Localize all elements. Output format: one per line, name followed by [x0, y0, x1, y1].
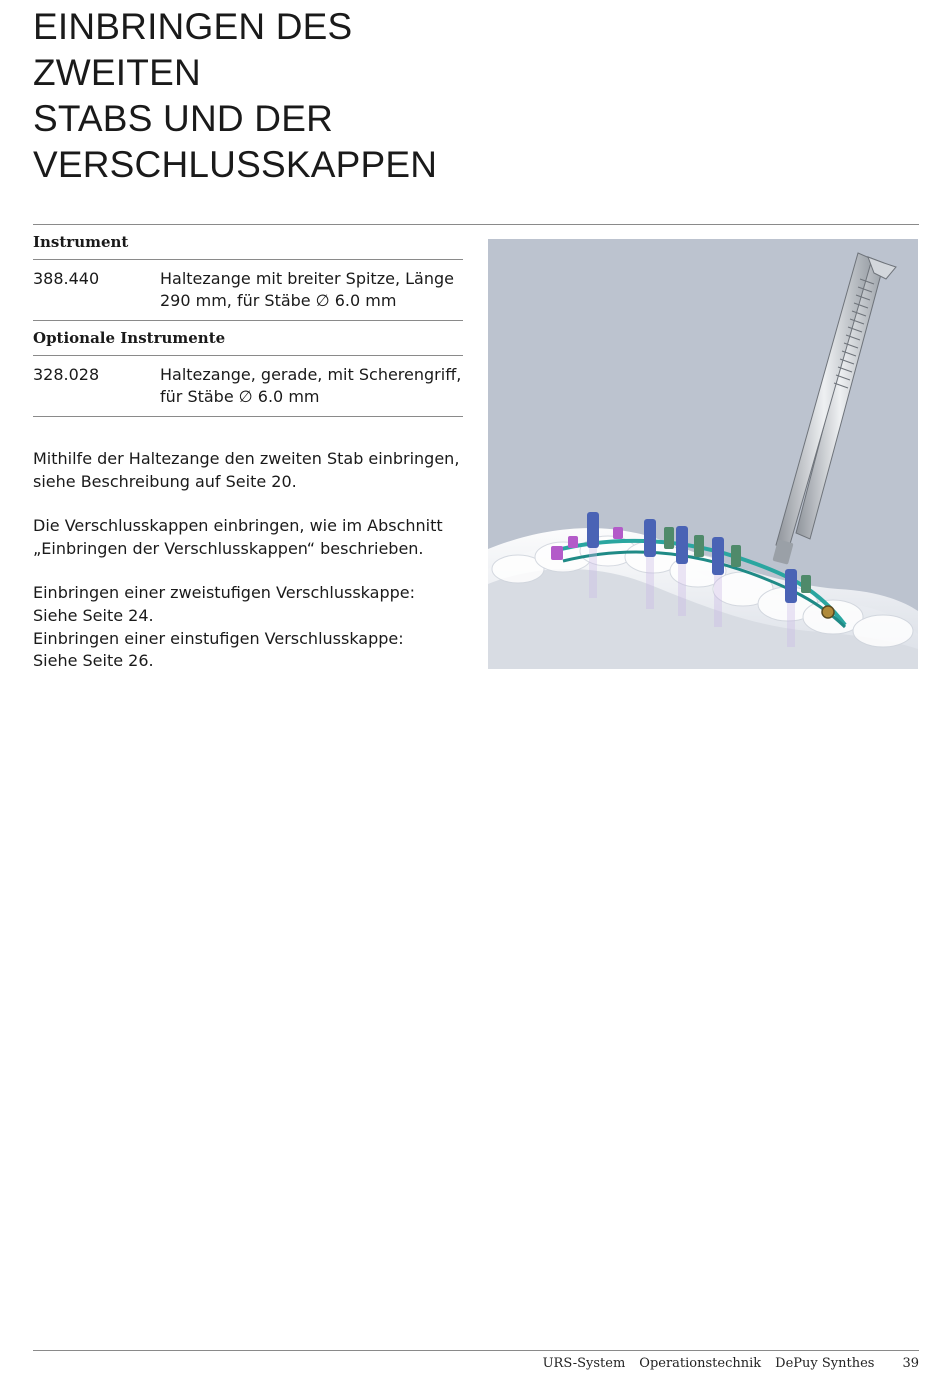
optional-instrument-description-line-1: Haltezange, gerade, mit Scherengriff,	[160, 365, 462, 384]
title-line-3: VERSCHLUSSKAPPEN	[33, 144, 438, 185]
instructions-text	[33, 448, 463, 673]
instrument-table	[33, 225, 463, 417]
optional-instrument-number: 328.028	[33, 365, 100, 384]
reference-two-stage-cap: Einbringen einer zweistufigen Verschlusskappe:	[33, 583, 415, 603]
optional-instruments-heading: Optionale Instrumente	[33, 321, 463, 356]
instrument-description-line-2: 290 mm, für Stäbe ∅ 6.0 mm	[160, 291, 397, 310]
optional-instrument-description-line-2: für Stäbe ∅ 6.0 mm	[160, 387, 320, 406]
paragraph-rod-insertion	[33, 448, 463, 493]
footer-brand: DePuy Synthes	[775, 1356, 875, 1371]
footer-product: URS-System	[542, 1356, 626, 1371]
paragraph-caps-line-1: Die Verschlusskappen einbringen, wie im Abschnitt	[33, 516, 443, 536]
paragraph-rod-line-2: siehe Beschreibung auf Seite 20.	[33, 471, 297, 491]
reference-page-26: Siehe Seite 26.	[33, 651, 154, 671]
page-footer	[543, 1356, 919, 1371]
reference-page-24: Siehe Seite 24.	[33, 605, 154, 625]
paragraph-rod-line-1: Mithilfe der Haltezange den zweiten Stab einbringen,	[33, 449, 460, 468]
instrument-row	[33, 260, 463, 321]
optional-instrument-row	[33, 356, 463, 417]
paragraph-cap-references	[33, 582, 463, 672]
page-number: 39	[902, 1356, 919, 1371]
forceps-icon	[772, 253, 896, 565]
surgical-illustration	[488, 239, 918, 669]
paragraph-caps-line-2: „Einbringen der Verschlusskappen“ beschrieben.	[33, 538, 424, 558]
instrument-description-line-1: Haltezange mit breiter Spitze, Länge	[160, 269, 454, 288]
page-title	[33, 4, 513, 188]
paragraph-caps-insertion	[33, 515, 463, 560]
instrument-heading: Instrument	[33, 225, 463, 260]
title-line-1: EINBRINGEN DES ZWEITEN	[33, 6, 353, 93]
footer-divider	[33, 1350, 919, 1351]
optional-instrument-description	[160, 364, 463, 408]
footer-doc-type: Operationstechnik	[639, 1356, 762, 1371]
instrument-number: 388.440	[33, 269, 100, 288]
reference-one-stage-cap: Einbringen einer einstufigen Verschlusskappe:	[33, 628, 404, 648]
spine-rod-forceps-illustration	[488, 239, 918, 669]
instrument-description	[160, 268, 463, 312]
title-line-2: STABS UND DER	[33, 98, 334, 139]
